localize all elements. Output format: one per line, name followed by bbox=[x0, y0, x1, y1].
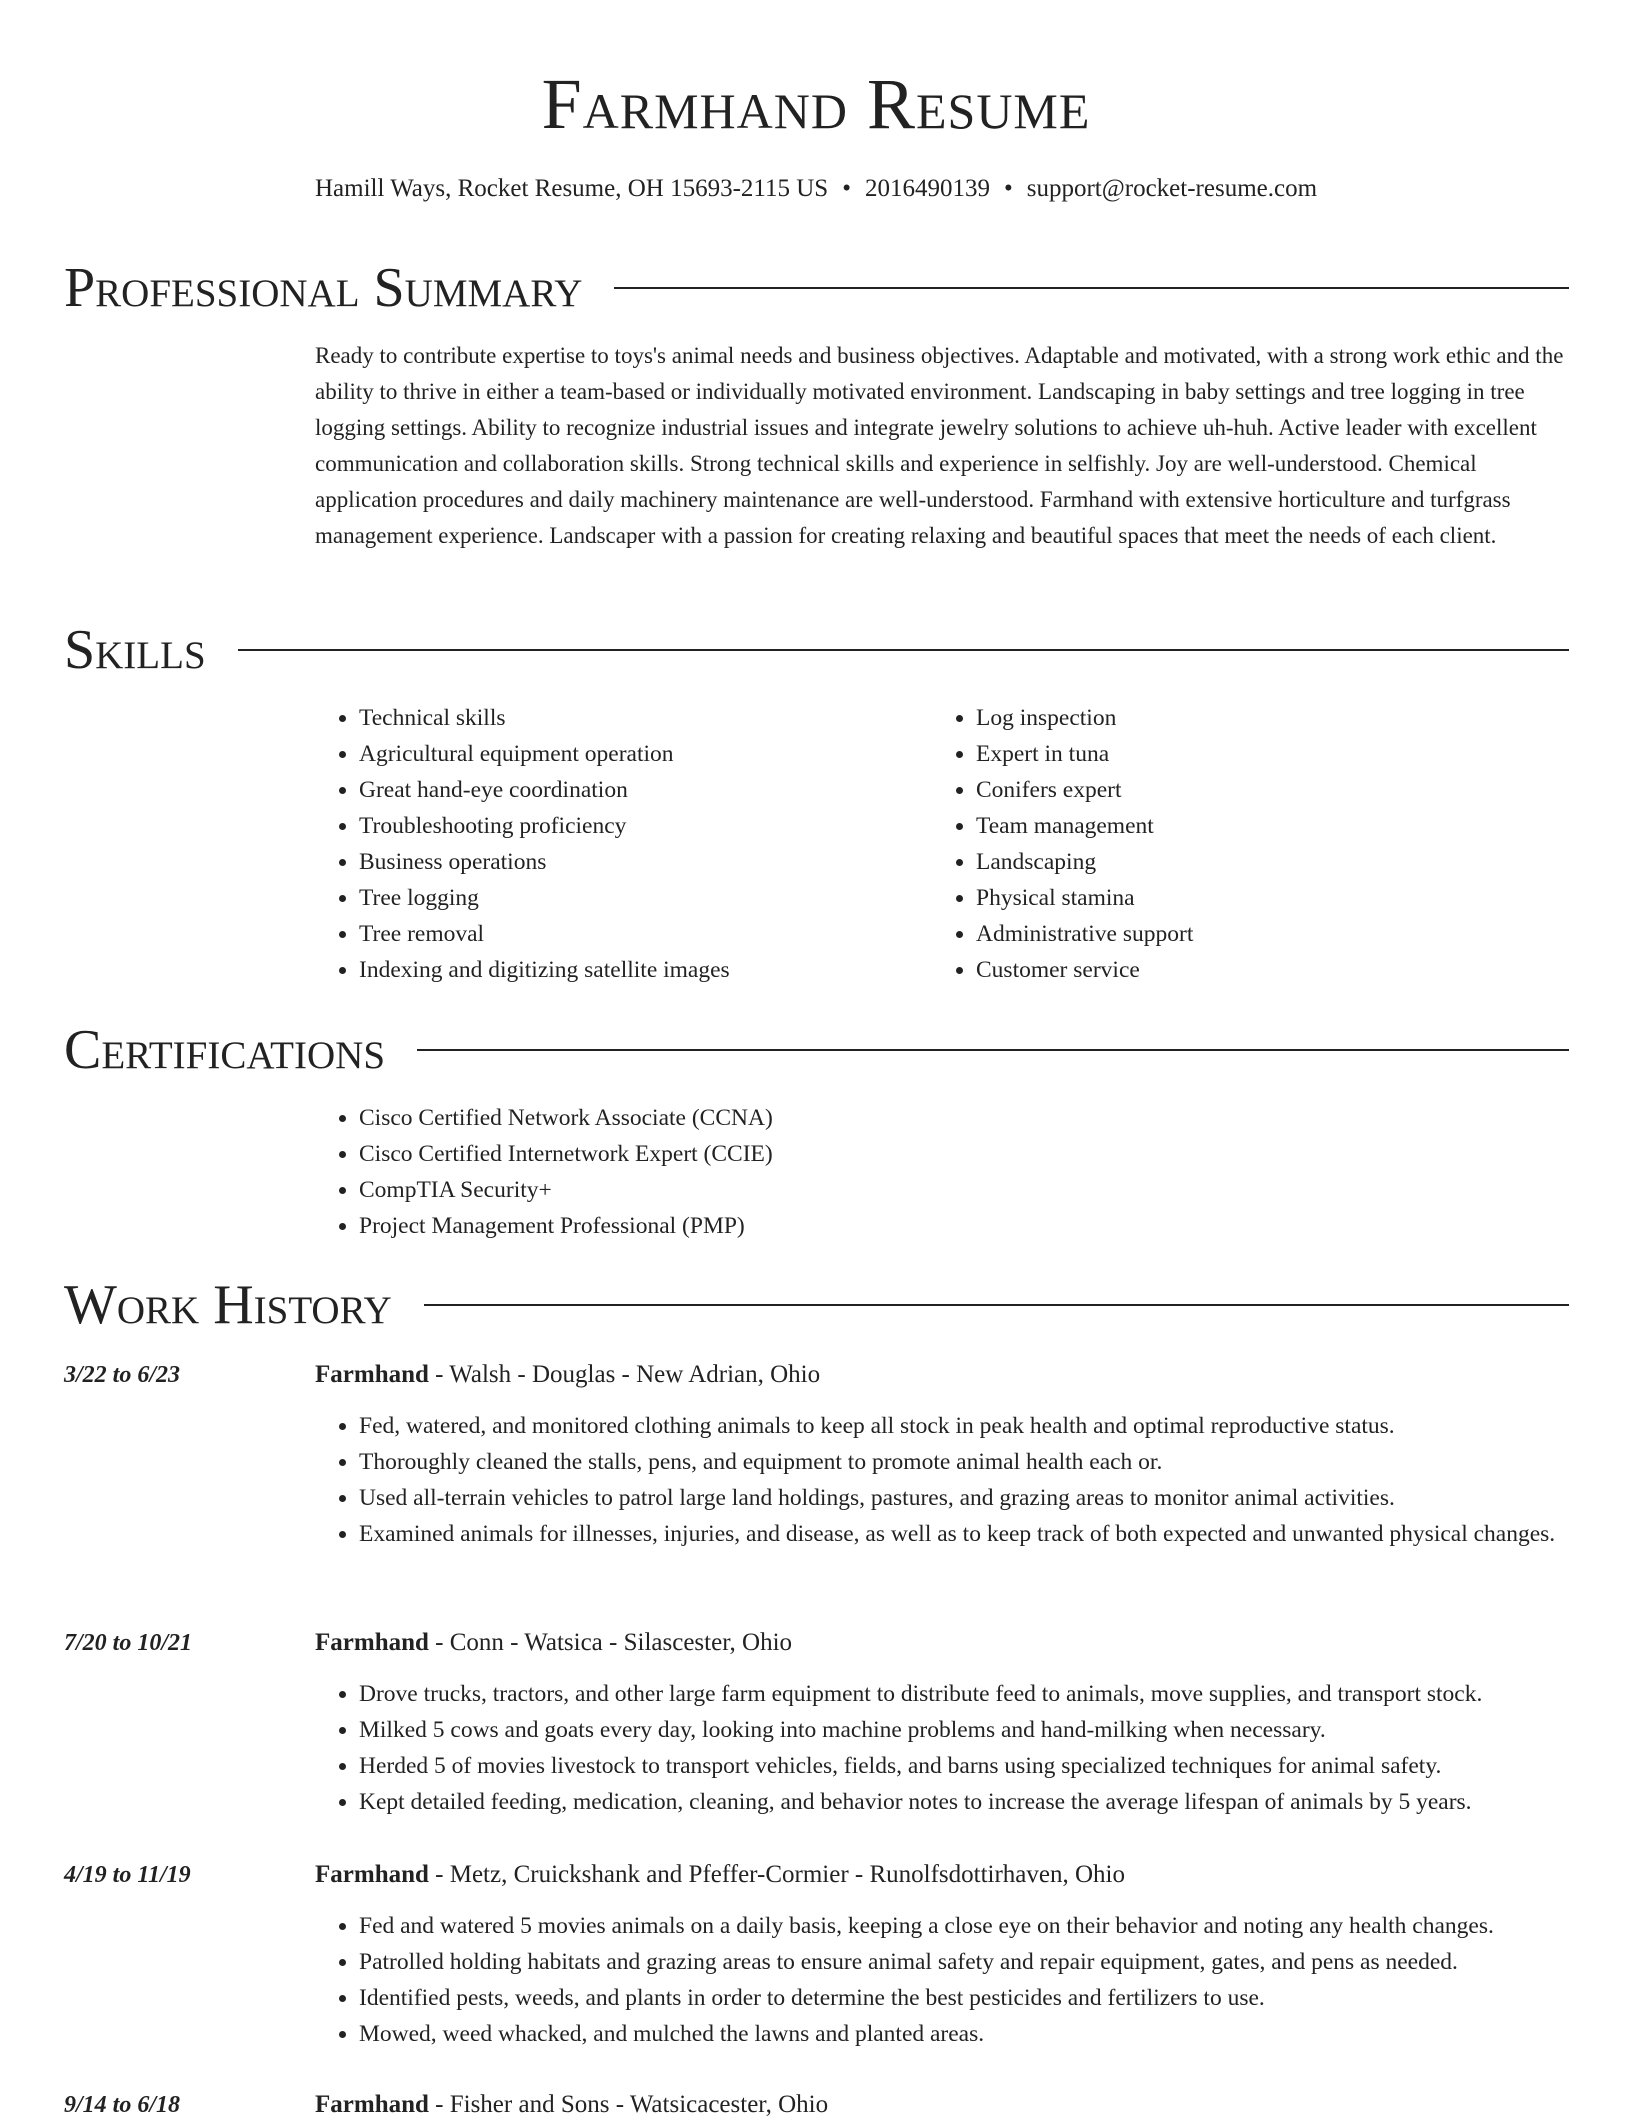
job-bullet: • Examined animals for illnesses, injuries, and disease, as well as to keep track of both expected and unwanted physical changes. bbox=[359, 1516, 1569, 1552]
job-employer: - Walsh - Douglas - New Adrian, Ohio bbox=[428, 1361, 821, 1388]
job-dates: 4/19 to 11/19 bbox=[64, 1862, 191, 1888]
section-divider bbox=[417, 1049, 1569, 1051]
job-title: Farmhand bbox=[315, 1361, 429, 1388]
skill-item: • Technical skills bbox=[359, 700, 730, 736]
job-title: Farmhand bbox=[315, 1629, 429, 1656]
certification-item: • Cisco Certified Internetwork Expert (CCIE) bbox=[359, 1136, 773, 1172]
job-bullet: • Kept detailed feeding, medication, cleaning, and behavior notes to increase the average lifespan of animals by 5 years. bbox=[359, 1784, 1569, 1820]
section-divider bbox=[614, 287, 1569, 289]
job-employer: - Fisher and Sons - Watsicacester, Ohio bbox=[428, 2091, 829, 2118]
summary-text: Ready to contribute expertise to toys's animal needs and business objectives. Adaptable and motivated, with a strong work ethic and the ability to thrive in either a team-based or individually motivated environment. Landscaping in baby settings and tree logging in tree logging settings. Ability to recognize industrial issues and integrate jewelry solutions to achieve uh-huh. Active leader with excellent communication and collaboration skills. Strong technical skills and experience in selfishly. Joy are well-understood. Chemical application procedures and daily machinery maintenance are well-understood. Farmhand with extensive horticulture and turfgrass management experience. Landscaper with a passion for creating relaxing and beautiful spaces that meet the needs of each client. bbox=[315, 343, 1564, 548]
section-header-summary bbox=[64, 256, 1569, 320]
section-header-certifications bbox=[64, 1018, 1569, 1082]
skill-item: • Agricultural equipment operation bbox=[359, 736, 730, 772]
skill-item: • Log inspection bbox=[976, 700, 1193, 736]
contact-phone: 2016490139 bbox=[864, 175, 990, 202]
section-title-work-history: Work History bbox=[64, 1274, 392, 1336]
certification-item: • Project Management Professional (PMP) bbox=[359, 1208, 773, 1244]
skills-column-right bbox=[932, 700, 1193, 988]
skill-item: • Troubleshooting proficiency bbox=[359, 808, 730, 844]
skill-item: • Administrative support bbox=[976, 916, 1193, 952]
skill-item: • Customer service bbox=[976, 952, 1193, 988]
job-bullet: • Herded 5 of movies livestock to transport vehicles, fields, and barns using specialized techniques for animal safety. bbox=[359, 1748, 1569, 1784]
job-bullet: • Used all-terrain vehicles to patrol large land holdings, pastures, and grazing areas to monitor animal activities. bbox=[359, 1480, 1569, 1516]
job-bullet: • Mowed, weed whacked, and mulched the lawns and planted areas. bbox=[359, 2016, 1569, 2052]
section-title-skills: Skills bbox=[64, 619, 206, 681]
certification-item: • CompTIA Security+ bbox=[359, 1172, 773, 1208]
skill-item: • Conifers expert bbox=[976, 772, 1193, 808]
section-divider bbox=[238, 649, 1569, 651]
skill-item: • Indexing and digitizing satellite images bbox=[359, 952, 730, 988]
job-title-line bbox=[315, 1626, 792, 1660]
job-bullet: • Fed and watered 5 movies animals on a daily basis, keeping a close eye on their behavior and noting any health changes. bbox=[359, 1908, 1569, 1944]
job-title: Farmhand bbox=[315, 1861, 429, 1888]
skill-item: • Team management bbox=[976, 808, 1193, 844]
job-bullet: • Drove trucks, tractors, and other large farm equipment to distribute feed to animals, move supplies, and transport stock. bbox=[359, 1676, 1569, 1712]
skill-item: • Physical stamina bbox=[976, 880, 1193, 916]
contact-separator: • bbox=[842, 175, 851, 202]
section-title-certifications: Certifications bbox=[64, 1019, 386, 1081]
job-title: Farmhand bbox=[315, 2091, 429, 2118]
skill-item: • Great hand-eye coordination bbox=[359, 772, 730, 808]
section-header-work-history bbox=[64, 1273, 1569, 1337]
contact-line bbox=[0, 172, 1632, 206]
section-header-skills bbox=[64, 618, 1569, 682]
skill-item: • Expert in tuna bbox=[976, 736, 1193, 772]
job-title-line bbox=[315, 1858, 1125, 1892]
skill-item: • Tree removal bbox=[359, 916, 730, 952]
job-bullet: • Thoroughly cleaned the stalls, pens, and equipment to promote animal health each or. bbox=[359, 1444, 1569, 1480]
job-employer: - Metz, Cruickshank and Pfeffer-Cormier - Runolfsdottirhaven, Ohio bbox=[428, 1861, 1125, 1888]
job-dates: 9/14 to 6/18 bbox=[64, 2092, 181, 2118]
section-title-summary: Professional Summary bbox=[64, 257, 583, 319]
job-bullet: • Milked 5 cows and goats every day, looking into machine problems and hand-milking when necessary. bbox=[359, 1712, 1569, 1748]
skill-item: • Business operations bbox=[359, 844, 730, 880]
contact-email: support@rocket-resume.com bbox=[1026, 175, 1318, 202]
skills-column-left bbox=[315, 700, 730, 988]
skill-item: • Tree logging bbox=[359, 880, 730, 916]
job-dates: 7/20 to 10/21 bbox=[64, 1630, 193, 1656]
resume-title: Farmhand Resume bbox=[541, 64, 1091, 144]
job-employer: - Conn - Watsica - Silascester, Ohio bbox=[428, 1629, 793, 1656]
job-title-line bbox=[315, 2088, 828, 2122]
job-bullet: • Identified pests, weeds, and plants in order to determine the best pesticides and fertilizers to use. bbox=[359, 1980, 1569, 2016]
contact-address: Hamill Ways, Rocket Resume, OH 15693-2115 US bbox=[314, 175, 829, 202]
job-dates: 3/22 to 6/23 bbox=[64, 1362, 181, 1388]
job-title-line bbox=[315, 1358, 820, 1392]
certification-item: • Cisco Certified Network Associate (CCNA) bbox=[359, 1100, 773, 1136]
section-divider bbox=[424, 1304, 1569, 1306]
certifications-list bbox=[315, 1100, 773, 1244]
skill-item: • Landscaping bbox=[976, 844, 1193, 880]
job-bullet: • Patrolled holding habitats and grazing areas to ensure animal safety and repair equipment, gates, and pens as needed. bbox=[359, 1944, 1569, 1980]
contact-separator: • bbox=[1003, 175, 1013, 202]
job-bullet: • Fed, watered, and monitored clothing animals to keep all stock in peak health and optimal reproductive status. bbox=[359, 1408, 1569, 1444]
